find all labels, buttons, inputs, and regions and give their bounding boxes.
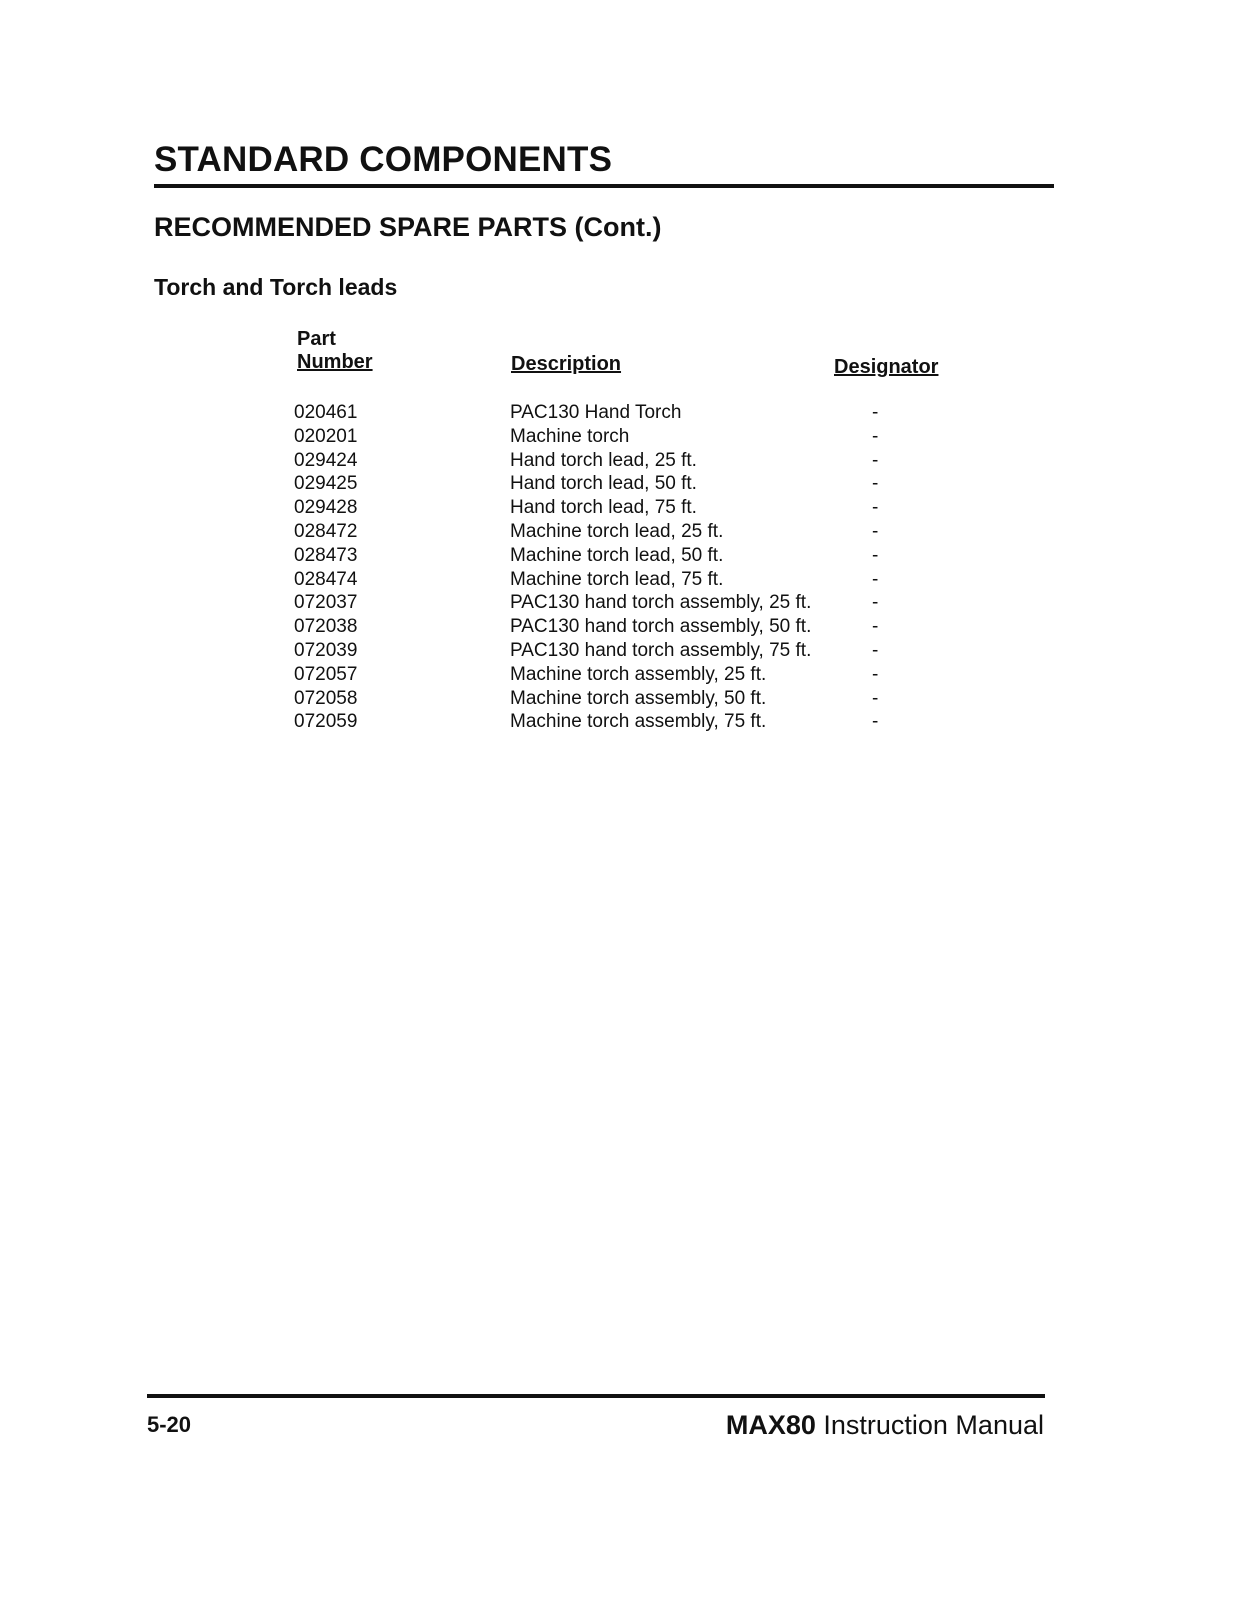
table-row xyxy=(294,568,902,592)
part-number-cell: 028474 xyxy=(294,568,358,590)
part-number-cell: 072038 xyxy=(294,616,358,638)
table-row xyxy=(294,472,902,496)
description-cell: PAC130 hand torch assembly, 75 ft. xyxy=(510,639,812,661)
page-number: 5-20 xyxy=(147,1412,192,1437)
manual-model: MAX80 xyxy=(725,1410,816,1440)
table-row xyxy=(294,591,902,615)
description-cell: Machine torch xyxy=(510,425,630,447)
table-row xyxy=(294,710,902,734)
description-cell: Machine torch lead, 50 ft. xyxy=(510,544,724,566)
description-cell: Machine torch assembly, 75 ft. xyxy=(510,711,767,733)
part-number-cell: 072057 xyxy=(294,663,358,685)
designator-cell: - xyxy=(872,425,879,447)
column-header-designator-label: Designator xyxy=(834,356,939,378)
designator-cell: - xyxy=(872,568,879,590)
part-number-cell: 072039 xyxy=(294,639,358,661)
part-number-cell: 029425 xyxy=(294,473,358,495)
table-row xyxy=(294,449,902,473)
part-number-cell: 020201 xyxy=(294,425,358,447)
table-row xyxy=(294,496,902,520)
manual-title xyxy=(726,1410,1044,1441)
column-header-part-line1: Part xyxy=(297,328,336,350)
title-rule xyxy=(154,184,1054,188)
description-cell: Machine torch assembly, 25 ft. xyxy=(510,663,767,685)
footer-rule xyxy=(147,1394,1045,1398)
part-number-cell: 072058 xyxy=(294,687,358,709)
designator-cell: - xyxy=(872,520,879,542)
part-number-cell: 072059 xyxy=(294,711,358,733)
designator-cell: - xyxy=(872,592,879,614)
part-number-cell: 020461 xyxy=(294,402,358,423)
description-cell: Hand torch lead, 25 ft. xyxy=(510,449,697,471)
description-cell: PAC130 hand torch assembly, 50 ft. xyxy=(510,616,812,638)
description-cell: Machine torch lead, 25 ft. xyxy=(510,520,724,542)
description-cell: PAC130 Hand Torch xyxy=(510,402,682,423)
part-number-cell: 028473 xyxy=(294,544,358,566)
table-row xyxy=(294,615,902,639)
column-header-designator xyxy=(834,356,938,379)
column-header-part-number xyxy=(297,328,373,374)
designator-cell: - xyxy=(872,402,879,423)
designator-cell: - xyxy=(872,687,879,709)
table-row xyxy=(294,425,902,449)
column-header-description-label: Description xyxy=(511,353,622,375)
page-title: STANDARD COMPONENTS xyxy=(154,140,613,179)
table-row xyxy=(294,544,902,568)
manual-label: Instruction Manual xyxy=(823,1410,1044,1440)
designator-cell: - xyxy=(872,544,879,566)
part-number-cell: 029428 xyxy=(294,497,358,519)
description-cell: Hand torch lead, 75 ft. xyxy=(510,497,697,519)
designator-cell: - xyxy=(872,711,879,733)
column-header-description xyxy=(511,353,621,376)
part-number-cell: 029424 xyxy=(294,449,358,471)
designator-cell: - xyxy=(872,639,879,661)
designator-cell: - xyxy=(872,473,879,495)
table-row xyxy=(294,663,902,687)
part-number-cell: 028472 xyxy=(294,520,358,542)
designator-cell: - xyxy=(872,663,879,685)
description-cell: Machine torch lead, 75 ft. xyxy=(510,568,724,590)
designator-cell: - xyxy=(872,497,879,519)
subsection-heading: Torch and Torch leads xyxy=(154,274,398,300)
table-row xyxy=(294,401,902,425)
section-heading: RECOMMENDED SPARE PARTS (Cont.) xyxy=(154,212,662,242)
description-cell: Machine torch assembly, 50 ft. xyxy=(510,687,767,709)
parts-table xyxy=(294,401,902,734)
table-row xyxy=(294,520,902,544)
column-header-part-line2: Number xyxy=(297,351,373,373)
designator-cell: - xyxy=(872,616,879,638)
description-cell: Hand torch lead, 50 ft. xyxy=(510,473,697,495)
table-row xyxy=(294,687,902,711)
table-row xyxy=(294,639,902,663)
parts-table-body xyxy=(294,401,902,734)
designator-cell: - xyxy=(872,449,879,471)
description-cell: PAC130 hand torch assembly, 25 ft. xyxy=(510,592,812,614)
part-number-cell: 072037 xyxy=(294,592,358,614)
